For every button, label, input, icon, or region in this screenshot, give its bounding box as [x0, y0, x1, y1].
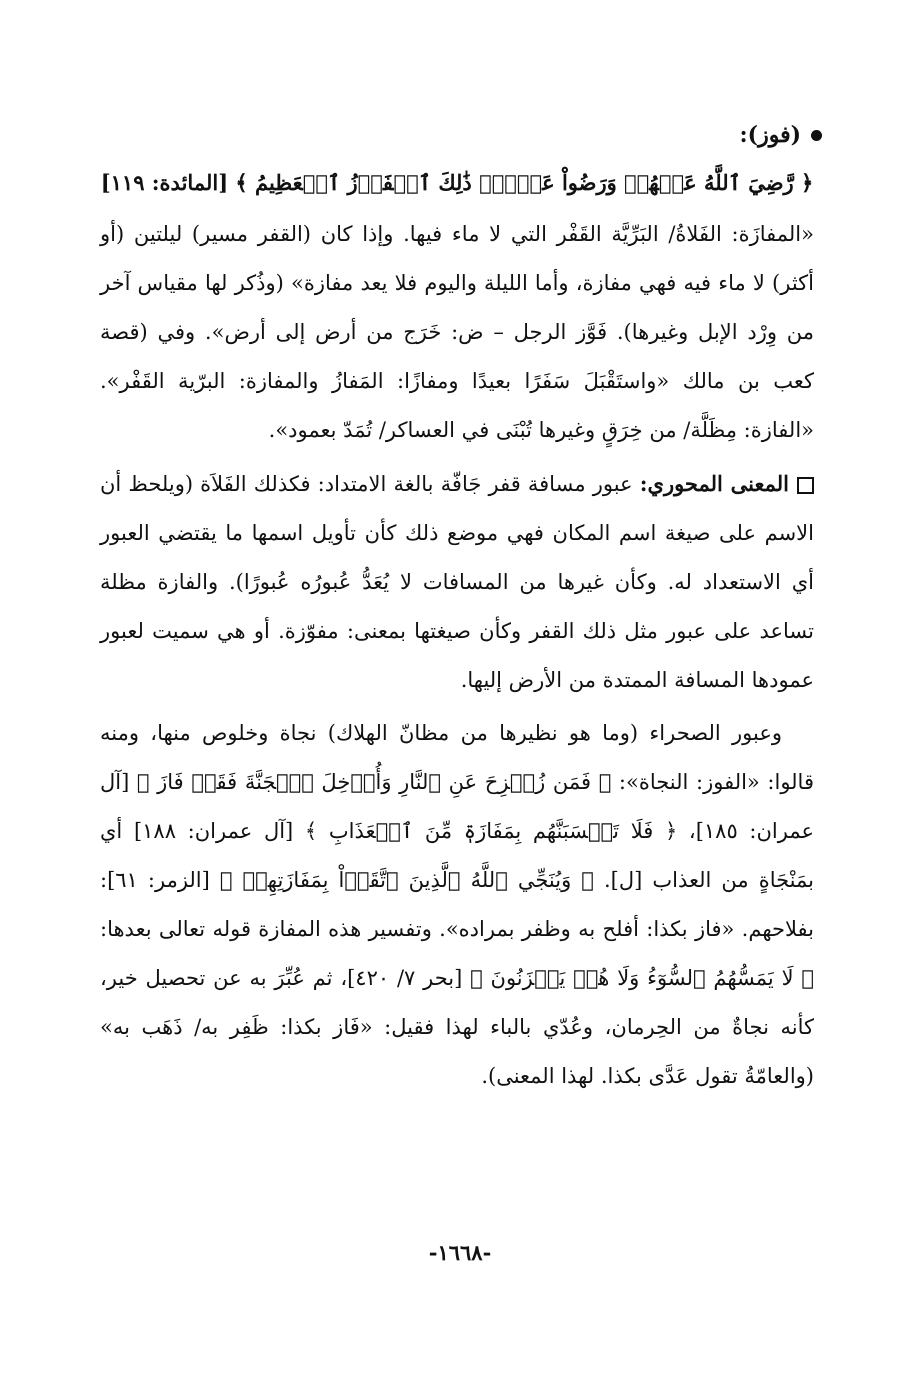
page-number: -١٦٦٨- [428, 1240, 492, 1265]
commentary-paragraph: وعبور الصحراء (وما هو نظيرها من مظانّ الهلاك) نجاة وخلوص منها، ومنه قالوا: «الفوز: النجاة»: ﴿ فَمَن زُحۡزِحَ عَنِ ٱلنَّارِ وَأُدۡخِلَ ٱلۡجَنَّةَ فَقَدۡ فَازَ ﴾ [آل عمران: ١٨٥]، ﴿ فَلَا تَحۡسَبَنَّهُم بِمَفَازَةٖ مِّنَ ٱلۡعَذَابِ ﴾ [آل عمران: ١٨٨] أي بمَنْجَاةٍ من العذاب [ل]. ﴿ وَيُنَجِّي ٱللَّهُ ٱلَّذِينَ ٱتَّقَوۡاْ بِمَفَازَتِهِمۡ ﴾ [الزمر: ٦١]: بفلاحهم. «فاز بكذا: أفلح به وظفر بمراده». وتفسير هذه المفازة قوله تعالى بعدها: ﴿ لَا يَمَسُّهُمُ ٱلسُّوٓءُ وَلَا هُمۡ يَحۡزَنُونَ ﴾ [بحر ٧/ ٤٢٠]، ثم عُبِّرَ به عن تحصيل خير، كأنه نجاةٌ من الحِرمان، وعُدّي بالباء لهذا فقيل: «فَاز بكذا: ظَفِر به/ ذَهَب به» (والعامّةُ تقول عَدَّى بكذا. لهذا المعنى). [100, 721, 815, 1088]
square-marker-icon [797, 477, 814, 494]
bullet-icon [811, 130, 822, 141]
entry-headword: (فوز): [739, 121, 801, 148]
axis-meaning-label: المعنى المحوري: [639, 471, 789, 496]
axis-meaning-paragraph [100, 459, 814, 705]
definition-paragraph: «المفازَة: الفَلاةُ/ البَرِّيَّة القَفْر التي لا ماء فيها. وإذا كان (القفر مسير) ليلتين (أو أكثر) لا ماء فيه فهي مفازة، وأما الليلة واليوم فلا يعد مفازة» (وذُكر لها مقياس آخر من وِرْد الإبل وغيرها). فَوَّز الرجل – ض: خَرَج من أرض إلى أرض». وفي (قصة كعب بن مالك «واستَقْبَلَ سَفَرًا بعيدًا ومفازًا: المَفازُ والمفازة: البرّية القَفْر». «الفازة: مِظَلَّة/ من خِرَقٍ وغيرها تُبْنَى في العساكر/ تُمَدّ بعمود». [100, 222, 814, 442]
axis-meaning-text: عبور مسافة قفر جَافّة بالغة الامتداد: فكذلك الفَلاَة (ويلحظ أن الاسم على صيغة اسم المكان فهي موضع ذلك كأن تأويل اسمها ما يقتضي العبور أي الاستعداد له. وكأن غيرها من المسافات لا يُعَدُّ عُبورُه عُبورًا). والفازة مظلة تساعد على عبور مثل ذلك القفر وكأن صيغتها بمعنى: مفوّزة. أو هي سميت لعبور عمودها المسافة الممتدة من الأرض إليها. [100, 472, 814, 692]
quran-verse: ﴿ رَّضِيَ ٱللَّهُ عَنۡهُمۡ وَرَضُواْ عَنۡهُۚ ذَٰلِكَ ٱلۡفَوۡزُ ٱلۡعَظِيمُ ﴾ [المائدة: ١١٩] [100, 170, 814, 195]
page-body [100, 112, 814, 1101]
entry-heading [100, 112, 822, 158]
